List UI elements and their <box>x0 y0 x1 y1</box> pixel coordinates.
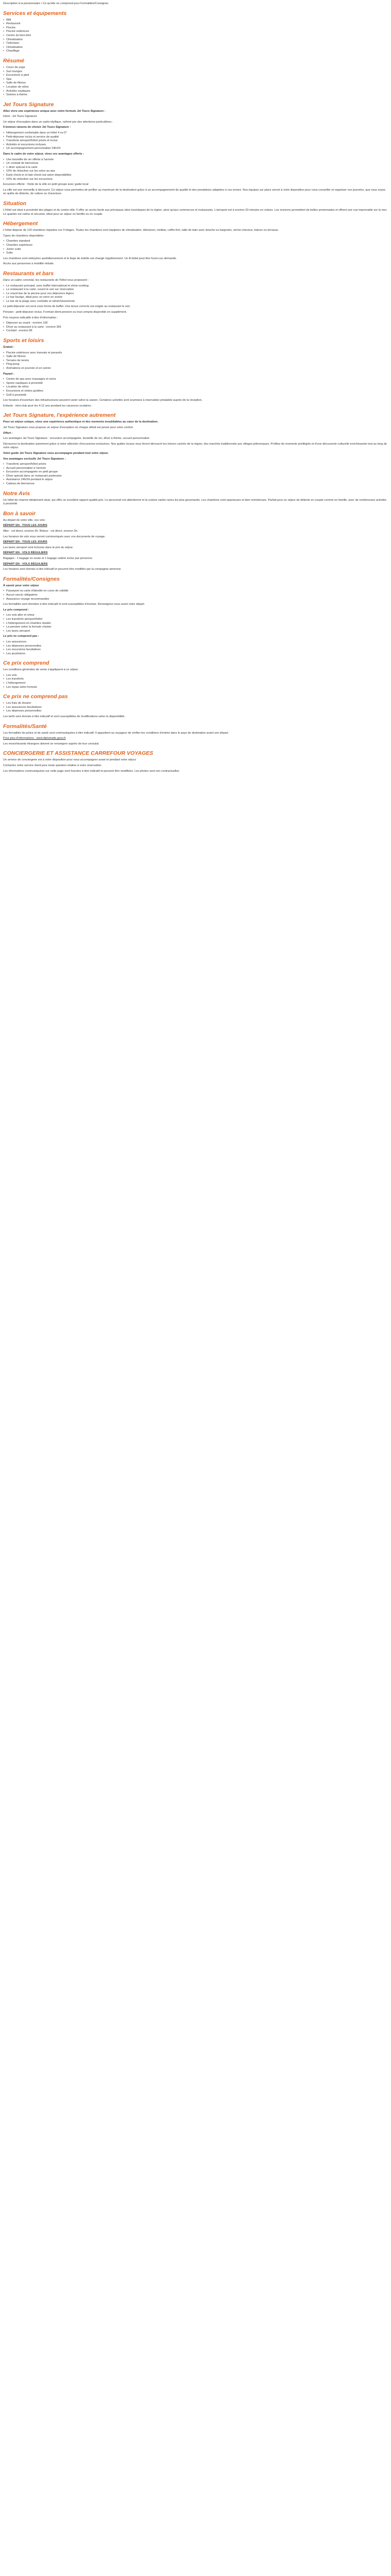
bon-a-savoir-heading: Bon à savoir <box>3 510 36 517</box>
heb-p4: Accès aux personnes à mobilité réduite. <box>3 262 55 266</box>
list-item: • Les dépenses personnelles <box>3 645 388 649</box>
bon-p4: Bagages : 1 bagage en soute et 1 bagage cabine inclus par personne. <box>3 557 93 560</box>
list-item: • Passeport ou carte d'identité en cours de validité <box>3 589 388 594</box>
list-item: • L'hébergement <box>3 682 388 686</box>
exp-p1: Jet Tours Signature vous propose un séjour d'exception où chaque détail est pensé pour votre confort. <box>3 426 134 429</box>
list-item: • Un cocktail de bienvenue <box>3 162 388 166</box>
list-item: • Piscine extérieure avec transats et parasols <box>3 351 388 355</box>
formalites-heading: Formalités/Consignes <box>3 575 60 582</box>
exp-p2: Les avantages Jet Tours Signature : excursion accompagnée, bouteille de vin, dîner à thème, accueil personnalisé. <box>3 437 150 440</box>
list-item: • Climatisation <box>3 38 388 42</box>
services-heading: Services et équipements <box>3 10 67 16</box>
list-item: • Chambre supérieure <box>3 244 388 248</box>
list-item: • Le restaurant à la carte, ouvert le soir sur réservation <box>3 288 388 292</box>
conc-p3: Les informations communiquées sur cette page sont fournies à titre indicatif et peuvent être modifiées. Les photos sont non contractuelles. <box>3 769 180 773</box>
jet-intro: Allez vivre une expérience unique avec notre formule Jet Tours Signature : <box>3 109 106 113</box>
prix-pas-list <box>3 640 388 656</box>
form2-p3: Les ressortissants étrangers doivent se renseigner auprès de leur consulat. <box>3 742 100 745</box>
list-item: • Golf à proximité <box>3 394 388 398</box>
list-item: • Les vols <box>3 674 388 678</box>
resto-list <box>3 284 388 304</box>
bon-sec1b: Aller : vol direct, environ 3h. Retour : vol direct, environ 3h. <box>3 530 78 533</box>
exp-bold2: Votre guide Jet Tours Signature vous accompagne pendant tout votre séjour. <box>3 451 109 455</box>
resto-p2: Le petit-déjeuner est servi sous forme de buffet. Une tenue correcte est exigée au restaurant le soir. <box>3 305 131 309</box>
list-item: • Wifi <box>3 19 388 23</box>
notre-avis-text: Un hôtel de charme idéalement situé, qui offre un excellent rapport qualité-prix. Le personnel est attentionné et la cuisine variée ravira les plus gourmands. Les chambres sont spacieuses et bien entretenues. Parfait pour un séjour de détente en couple comme en famille, avec de nombreuses activités à proximité. <box>3 498 387 506</box>
sports-pay-list <box>3 378 388 397</box>
list-item: • Early check-in et late check-out selon disponibilités <box>3 174 388 178</box>
cgv-p1: Les conditions générales de vente s'appliquent à ce séjour. <box>3 668 79 672</box>
list-item: • Excursion accompagnée en petit groupe <box>3 470 388 474</box>
list-item: • Restaurant <box>3 22 388 26</box>
notre-avis-heading: Notre Avis <box>3 490 30 497</box>
list-item: • Dîner spécial dans un restaurant partenaire <box>3 474 388 479</box>
list-item: • Excursions à pied <box>3 74 388 78</box>
list-item: • 10% de réduction sur les soins au spa <box>3 170 388 174</box>
bon-p1: Au départ de votre ville, vos vols : <box>3 518 46 522</box>
list-item: • Les transferts aéroport/hôtel <box>3 618 388 622</box>
list-item: • Activités et excursions incluses <box>3 143 388 147</box>
hebergement-heading: Hébergement <box>3 221 38 227</box>
list-item: • Le restaurant principal, avec buffet international et show-cooking <box>3 284 388 289</box>
sports-free-label: Gratuit : <box>3 346 14 349</box>
jet-excursion: Excursion offerte : Visite de la ville en petit groupe avec guide local <box>3 183 89 187</box>
list-item: • Petit-déjeuner inclus et service de qualité <box>3 135 388 140</box>
jet-title-label: Hotel : Jet Tours Signature <box>3 115 37 118</box>
conciergerie-heading: CONCIERGERIE ET ASSISTANCE CARREFOUR VOYAGES <box>3 750 153 757</box>
sports-free-list <box>3 351 388 371</box>
jet-heading: Jet Tours Signature <box>3 101 54 108</box>
list-item: • Cours de yoga <box>3 66 388 70</box>
conc-p2: Contactez notre service client pour toute question relative à votre réservation. <box>3 764 102 767</box>
page <box>0 0 391 780</box>
list-item: • Centre de bien-être <box>3 34 388 38</box>
heb-types-list <box>3 240 388 255</box>
list-item: • Le bar-lounge, idéal pour un verre en soirée <box>3 296 388 300</box>
list-item: • Un accompagnement personnalisé 24h/24 <box>3 147 388 151</box>
exp-bold3: Vos avantages exclusifs Jet Tours Signature : <box>3 457 66 461</box>
list-item: • Le bar de la plage avec cocktails et rafraîchissements <box>3 300 388 304</box>
resume-heading: Résumé <box>3 57 24 64</box>
list-item: • Cocktail : environ 8€ <box>3 329 388 333</box>
list-item: • Aucun vaccin obligatoire <box>3 594 388 598</box>
sports-pay-label: Payant : <box>3 372 14 376</box>
list-item: • Les repas selon formule <box>3 686 388 690</box>
list-item: • Les pourboires <box>3 652 388 656</box>
jet-sub: Un séjour d'exception dans un cadre idyllique, rythmé par des attentions particulières : <box>3 120 113 124</box>
form2-p1: Les formalités de police et de santé sont communiquées à titre indicatif. Il appartient au voyageur de vérifier les conditions d'entrée dans le pays de destination avant son départ. <box>3 731 229 735</box>
list-item: • Sports nautiques à proximité <box>3 382 388 386</box>
list-item: • Piscine <box>3 26 388 30</box>
bon-sec3: DÉPART EN - VOLS RÉGULIERS <box>3 551 48 555</box>
resto-p3: Pension : petit-déjeuner inclus. Formule demi-pension ou tout compris disponible en supplément. <box>3 311 127 314</box>
list-item: • Les frais de dossier <box>3 702 388 706</box>
resto-heading: Restaurants et bars <box>3 270 54 277</box>
list-item: • Transferts aéroport/hôtel privés <box>3 463 388 467</box>
list-item: • Spa <box>3 78 388 82</box>
diplomatie-link[interactable]: Pour plus d'informations : www.diplomatie.gouv.fr <box>3 737 66 740</box>
formalites-list <box>3 589 388 601</box>
formalites-bold: À savoir pour votre séjour <box>3 584 39 587</box>
list-item: • Les excursions facultatives <box>3 648 388 652</box>
list-item: • Excursions et visites guidées <box>3 389 388 394</box>
jet-long: La ville est une merveille à découvrir. Ce séjour vous permettra de profiter au maximum de la destination grâce à un accompagnement de qualité et des prestations adaptées à vos envies. Nos équipes sur place seront à votre disposition pour vous conseiller et organiser vos journées, que vous soyez en quête de détente, de culture ou d'aventure. <box>3 188 386 196</box>
resume-list <box>3 66 388 97</box>
bon-p5: Les horaires sont donnés à titre indicatif et peuvent être modifiés par la compagnie aérienne. <box>3 568 122 571</box>
list-item: • Activités nautiques <box>3 90 388 94</box>
intro-text: Description à la pensionnaire / Ce qu'elle ne comprend pour Formalités/Consignes <box>3 2 109 5</box>
sports-p1: Les horaires d'ouverture des infrastructures peuvent varier selon la saison. Certaines activités sont soumises à réservation préalable auprès de la réception. <box>3 399 203 402</box>
list-item: • Location de vélos <box>3 86 388 90</box>
heb-p1: L'hôtel dispose de 120 chambres réparties sur 4 étages. Toutes les chambres sont équipées de climatisation, télévision, minibar, coffre-fort, salle de bain avec douche ou baignoire, sèche-cheveux, balcon ou terrasse. <box>3 229 279 232</box>
exp-perks-list <box>3 463 388 486</box>
list-item: • 1 diner spécial à la carte <box>3 166 388 170</box>
cgv2-heading: Ce prix ne comprend pas <box>3 693 68 700</box>
bon-p3: Les taxes aéroport sont incluses dans le prix du séjour. <box>3 546 74 549</box>
list-item: • Les assurances facultatives <box>3 706 388 710</box>
list-item: • Piscine extérieure <box>3 30 388 34</box>
list-item: • 10% de réduction sur les excursions <box>3 178 388 182</box>
services-list <box>3 19 388 54</box>
jet-reasons-title: 5 bonnes raisons de choisir Jet Tours Signature : <box>3 126 71 129</box>
list-item: • Déjeuner au snack : environ 15€ <box>3 321 388 326</box>
formalites-b3: Le prix ne comprend pas : <box>3 635 39 638</box>
list-item: • Salle de fitness <box>3 81 388 86</box>
heb-p2: Types de chambres disponibles : <box>3 234 45 238</box>
list-item: • Les taxes aéroport <box>3 630 388 634</box>
bon-sec4: DÉPART EN - VOLS RÉGULIERS <box>3 562 48 566</box>
list-item: • Location de vélos <box>3 385 388 389</box>
list-item: • Une bouteille de vin offerte à l'arrivée <box>3 158 388 162</box>
list-item: • Climatisation <box>3 46 388 50</box>
sports-p2: Enfants : mini-club pour les 4-12 ans pendant les vacances scolaires. <box>3 404 92 408</box>
list-item: • L'hébergement en chambre double <box>3 622 388 626</box>
list-item: • Télévision <box>3 42 388 46</box>
exp-bold: Pour un séjour unique, vivez une expérience authentique et des moments inoubliables au cœur de la destination. <box>3 420 158 424</box>
sports-heading: Sports et loisirs <box>3 337 44 344</box>
jet-perks-list <box>3 158 388 182</box>
resto-intro: Dans un cadre convivial, les restaurants de l'hôtel vous proposent : <box>3 278 89 282</box>
heb-p3: Les chambres sont nettoyées quotidiennement et le linge de toilette est changé régulièrement. Un lit bébé peut être fourni sur demande. <box>3 257 177 260</box>
list-item: • Soirées à thème <box>3 93 388 97</box>
list-item: • Cadeau de bienvenue <box>3 482 388 486</box>
list-item: • Les vols aller et retour <box>3 614 388 618</box>
form-p1: Les formalités sont données à titre indicatif et sont susceptibles d'évoluer. Renseignez-vous avant votre départ. <box>3 603 145 606</box>
list-item: • Chauffage <box>3 49 388 54</box>
list-item: • Terrains de tennis <box>3 359 388 363</box>
list-item: • Ping-pong <box>3 363 388 367</box>
list-item: • Sun lounges <box>3 70 388 74</box>
list-item: • Junior suite <box>3 248 388 252</box>
list-item: • Chambre standard <box>3 240 388 244</box>
situation-text: L'hôtel est situé à proximité des plages et du centre-ville. Il offre un accès facile aux principaux sites touristiques de la région, ainsi qu'aux commerces et restaurants. L'aéroport est à environ 20 minutes en voiture. Les environs permettent de belles promenades et offrent une vue imprenable sur la mer. Le quartier est calme et sécurisé, idéal pour un séjour en famille ou en couple. <box>3 208 387 216</box>
list-item: • Assurance voyage recommandée <box>3 598 388 602</box>
cgv-heading: Ce prix comprend <box>3 660 50 667</box>
list-item: • Salle de fitness <box>3 355 388 359</box>
cgv2-p: Les tarifs sont donnés à titre indicatif et sont susceptibles de modifications selon la disponibilité. <box>3 715 125 719</box>
conc-p1: Un service de conciergerie est à votre disposition pour vous accompagner avant et pendant votre séjour. <box>3 758 137 762</box>
list-item: • Les assurances <box>3 640 388 645</box>
list-item: • Transferts aéroport/hôtel privés et inclus <box>3 139 388 143</box>
situation-heading: Situation <box>3 200 26 207</box>
prix-comprend-list <box>3 614 388 633</box>
cgv-list <box>3 674 388 689</box>
list-item: • Hébergement confortable dans un hôtel 4 ou 5* <box>3 131 388 135</box>
resto-prices-list <box>3 321 388 333</box>
exp-long: Découvrez la destination autrement grâce à notre sélection d'excursions exclusives. Nos guides locaux vous feront découvrir les trésors cachés de la région, des marchés traditionnels aux villages pittoresques. Profitez de moments privilégiés et d'une découverte culturelle enrichissante tout au long de votre séjour. <box>3 442 387 450</box>
bon-sec2: DÉPART EN - TOUS LES JOURS <box>3 540 47 544</box>
formalites-b2: Le prix comprend : <box>3 608 29 612</box>
exp-offered: Offert : <box>3 431 13 435</box>
list-item: • Dîner au restaurant à la carte : environ 35€ <box>3 326 388 330</box>
list-item: • Animations en journée et en soirée <box>3 367 388 371</box>
list-item: • Accueil personnalisé à l'arrivée <box>3 467 388 471</box>
resto-p4: Prix moyens indicatifs à titre d'information : <box>3 316 58 319</box>
list-item: • Le snack-bar de la piscine pour vos déjeuners légers <box>3 292 388 296</box>
list-item: • Centre de spa avec massages et soins <box>3 378 388 382</box>
cgv2-list <box>3 702 388 714</box>
experience-heading: Jet Tours Signature, l'expérience autrement <box>3 412 116 419</box>
bon-sec1: DÉPART EN - TOUS LES JOURS <box>3 524 47 528</box>
list-item: • La pension selon la formule choisie <box>3 625 388 630</box>
list-item: • Les transferts <box>3 677 388 682</box>
list-item: • Assistance 24h/24 pendant le séjour <box>3 478 388 482</box>
list-item: • Les dépenses personnelles <box>3 709 388 714</box>
jet-perks-title: Dans le cadre de votre séjour, vivez ces avantages offerts : <box>3 152 84 156</box>
bon-p2: Les horaires de vols vous seront communiqués avec vos documents de voyage. <box>3 535 106 538</box>
jet-reasons-list <box>3 131 388 151</box>
list-item: • Suite <box>3 251 388 256</box>
formalites-sante-heading: Formalités/Santé <box>3 723 47 730</box>
